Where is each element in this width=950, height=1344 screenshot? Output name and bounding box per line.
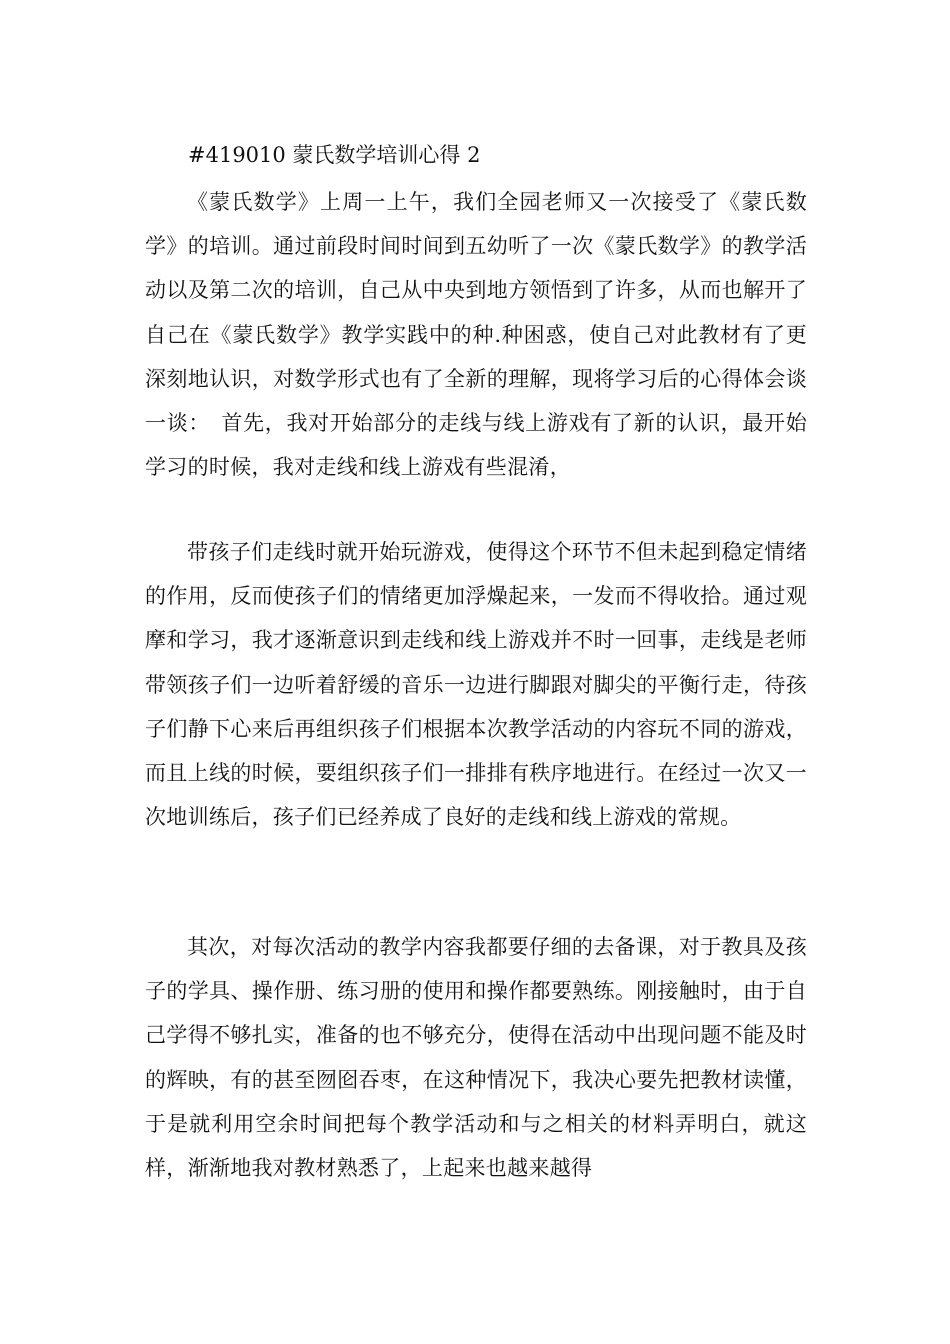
paragraph-1: 《蒙氏数学》上周一上午，我们全园老师又一次接受了《蒙氏数学》的培训。通过前段时间时间到五幼听了一次《蒙氏数学》的教学活动以及第二次的培训，自己从中央到地方领悟到了许多，从而也解开了自己在《蒙氏数学》教学实践中的种.种困惑，使自己对此教材有了更深刻地认识，对数学形式也有了全新的理解，现将学习后的心得体会谈一谈： 首先，我对开始部分的走线与线上游戏有了新的认识，最开始学习的时候，我对走线和线上游戏有些混淆， [145, 190, 807, 480]
document-title: #419010 蒙氏数学培训心得 2 [188, 143, 481, 167]
paragraph-3: 其次，对每次活动的教学内容我都要仔细的去备课，对于教具及孩子的学具、操作册、练习册的使用和操作都要熟练。刚接触时，由于自己学得不够扎实，准备的也不够充分，使得在活动中出现问题不能及时的辉映，有的甚至囫囵吞枣，在这种情况下，我决心要先把教材读懂，于是就利用空余时间把每个教学活动和与之相关的材料弄明白，就这样，渐渐地我对教材熟悉了，上起来也越来越得 [145, 935, 807, 1181]
paragraph-2: 带孩子们走线时就开始玩游戏，使得这个环节不但未起到稳定情绪的作用，反而使孩子们的情绪更加浮燥起来，一发而不得收拾。通过观摩和学习，我才逐渐意识到走线和线上游戏并不时一回事，走线是老师带领孩子们一边听着舒缓的音乐一边进行脚跟对脚尖的平衡行走，待孩子们静下心来后再组织孩子们根据本次教学活动的内容玩不同的游戏，而且上线的时候，要组织孩子们一排排有秩序地进行。在经过一次又一次地训练后，孩子们已经养成了良好的走线和线上游戏的常规。 [145, 540, 807, 830]
